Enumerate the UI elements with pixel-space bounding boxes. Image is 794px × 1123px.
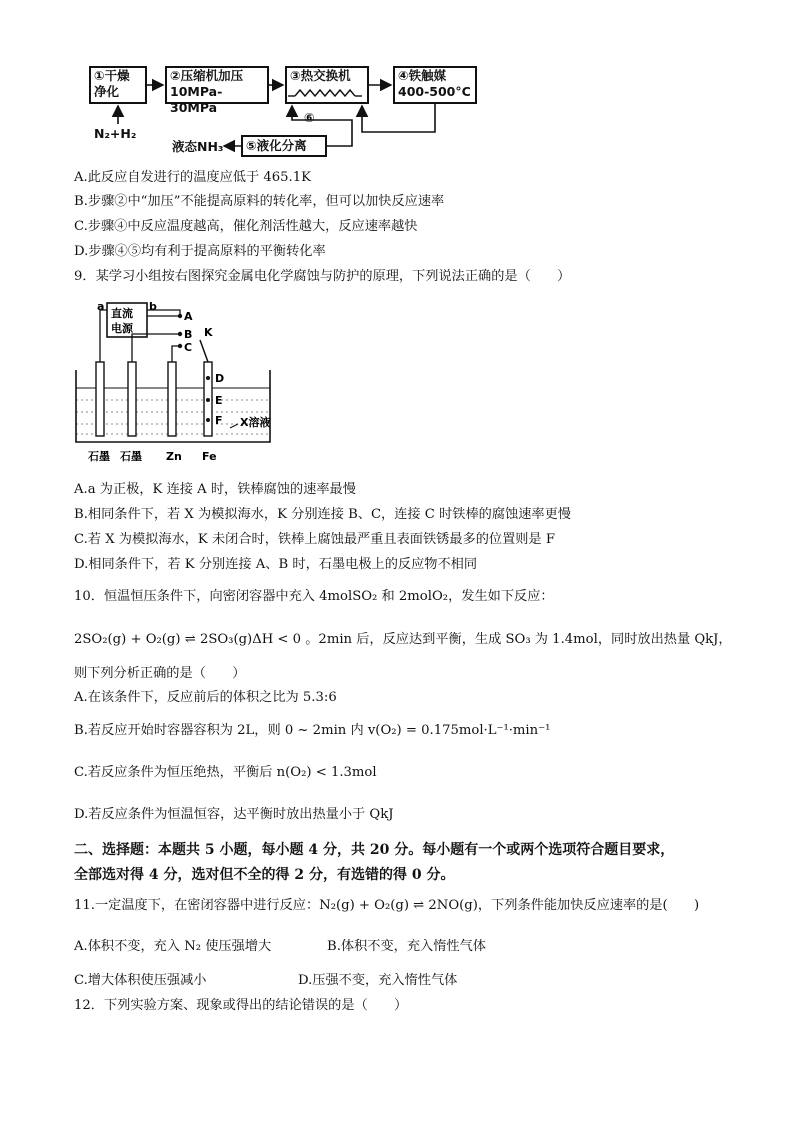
terminal-A <box>178 314 182 318</box>
wire-a <box>100 310 107 362</box>
flow-box-compressor: ②压缩机加压 10MPa-30MPa <box>165 66 269 104</box>
terminal-B <box>178 332 182 336</box>
q8-option-c: C.步骤④中反应温度越高，催化剂活性越大，反应速率越快 <box>74 219 418 234</box>
label-D: D <box>215 372 225 385</box>
q9-option-a: A.a 为正极，K 连接 A 时，铁棒腐蚀的速率最慢 <box>74 482 356 497</box>
label-E: E <box>215 394 223 407</box>
q10-option-b: B.若反应开始时容器容积为 2L，则 0 ~ 2min 内 v(O₂) = 0.175mol·L⁻¹·min⁻¹ <box>74 723 551 738</box>
power-label-1: 直流 <box>111 307 133 320</box>
q9-option-d: D.相同条件下，若 K 分别连接 A、B 时，石墨电极上的反应物不相同 <box>74 557 478 572</box>
q10-option-a: A.在该条件下，反应前后的体积之比为 5.3:6 <box>74 690 337 705</box>
terminal-a-label: a <box>97 300 105 313</box>
electrode-zn <box>168 362 176 436</box>
flow-box-dry: ①干燥 净化 <box>89 66 147 104</box>
flow-arrows <box>0 0 794 170</box>
q8-option-d: D.步骤④⑤均有利于提高原料的平衡转化率 <box>74 244 326 259</box>
label-C: C <box>184 341 193 354</box>
switch-k <box>200 340 208 362</box>
q10-stem: 10．恒温恒压条件下，向密闭容器中充入 4molSO₂ 和 2molO₂，发生如下反应： <box>74 589 554 604</box>
wire-zn <box>172 346 180 362</box>
label-graphite-1: 石墨 <box>88 450 110 463</box>
recycle-line-6 <box>292 106 352 146</box>
flow-box-catalyst: ④铁触媒 400-500°C <box>393 66 477 104</box>
q10-equation: 2SO₂(g) + O₂(g) ⇌ 2SO₃(g)ΔH < 0 。2min 后，反应达到平衡，生成 SO₃ 为 1.4mol，同时放出热量 QkJ， <box>74 632 732 647</box>
q12-stem: 12．下列实验方案、现象或得出的结论错误的是（ ） <box>74 998 408 1013</box>
electrode-graphite-1 <box>96 362 104 436</box>
heat-coil <box>295 90 355 96</box>
q10-option-d: D.若反应条件为恒温恒容，达平衡时放出热量小于 QkJ <box>74 807 394 822</box>
q9-stem: 9．某学习小组按右图探究金属电化学腐蚀与防护的原理，下列说法正确的是（ ） <box>74 269 571 284</box>
flow-box-heat-exchanger: ③热交换机 <box>285 66 369 104</box>
label-fe: Fe <box>202 450 217 463</box>
terminal-C <box>178 344 182 348</box>
flow-box-liquefaction: ⑤液化分离 <box>241 135 327 157</box>
label-zn: Zn <box>166 450 182 463</box>
label-B: B <box>184 328 193 341</box>
q11-option-a: A.体积不变，充入 N₂ 使压强增大 <box>74 939 272 954</box>
return-line-4-to-3 <box>362 104 435 132</box>
label-F: F <box>215 414 223 427</box>
label-K: K <box>204 326 213 339</box>
power-label-2: 电源 <box>111 322 133 335</box>
q9-option-b: B.相同条件下，若 X 为模拟海水，K 分别连接 B、C，连接 C 时铁棒的腐蚀速率更慢 <box>74 507 571 522</box>
terminal-b-label: b <box>149 300 157 313</box>
q8-option-a: A.此反应自发进行的温度应低于 465.1K <box>74 170 311 185</box>
q9-option-c: C.若 X 为模拟海水，K 未闭合时，铁棒上腐蚀最严重且表面铁锈最多的位置则是 F <box>74 532 555 547</box>
electrode-graphite-2 <box>128 362 136 436</box>
q11-stem: 11.一定温度下，在密闭容器中进行反应：N₂(g) + O₂(g) ⇌ 2NO(g)，下列条件能加快反应速率的是( ) <box>74 898 700 913</box>
label-A: A <box>184 310 193 323</box>
wire-second-graphite <box>132 334 180 362</box>
flow-step6-label: ⑥ <box>304 110 315 125</box>
q11-option-d: D.压强不变，充入惰性气体 <box>298 973 458 988</box>
q11-option-c: C.增大体积使压强减小 <box>74 973 207 988</box>
q11-option-b: B.体积不变，充入惰性气体 <box>327 939 486 954</box>
q10-ask: 则下列分析正确的是（ ） <box>74 666 246 681</box>
label-graphite-2: 石墨 <box>120 450 142 463</box>
flow-product-label: 液态NH₃ <box>172 139 224 154</box>
electrochem-svg <box>70 300 290 470</box>
q10-option-c: C.若反应条件为恒压绝热，平衡后 n(O₂) < 1.3mol <box>74 765 377 780</box>
q9-electrochem-figure <box>70 300 290 470</box>
flow-feed-label: N₂+H₂ <box>94 126 137 141</box>
section2-heading-line1: 二、选择题：本题共 5 小题，每小题 4 分，共 20 分。每小题有一个或两个选项符合题目要求， <box>74 842 675 858</box>
q8-option-b: B.步骤②中“加压”不能提高原料的转化率，但可以加快反应速率 <box>74 194 445 209</box>
section2-heading-line2: 全部选对得 4 分，选对但不全的得 2 分，有选错的得 0 分。 <box>74 867 455 883</box>
label-x-solution: X溶液 <box>240 416 271 429</box>
